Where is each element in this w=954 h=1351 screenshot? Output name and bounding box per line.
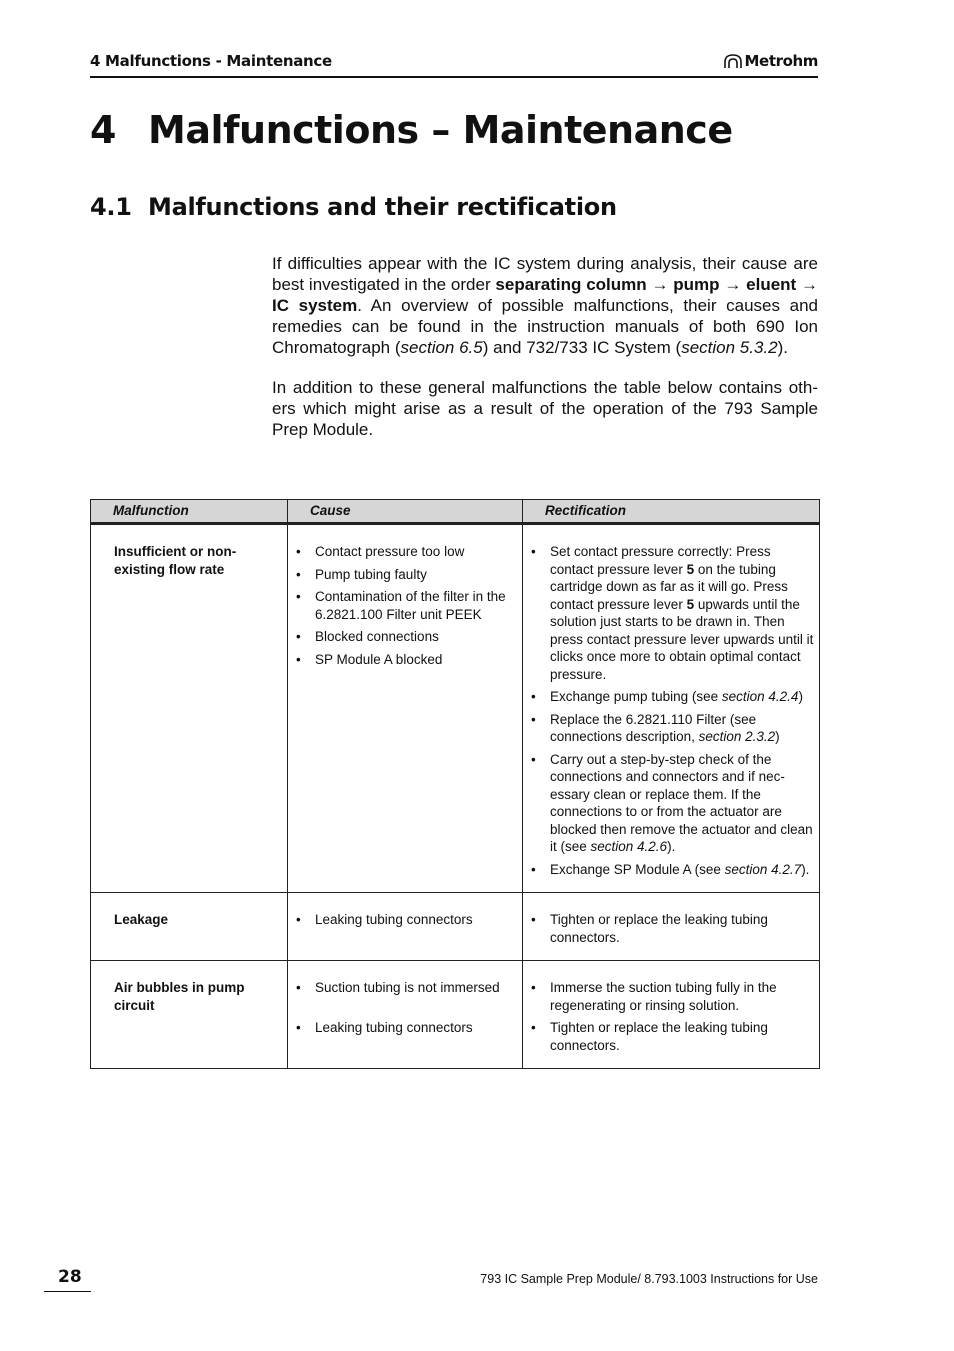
text-run: ) bbox=[798, 689, 803, 704]
intro-paragraph-2: In addition to these general malfunctions the table below contains oth-ers which might arise as a result of the operation of the 793 Sample Prep Module. bbox=[272, 378, 818, 439]
text-run: on the tubing cartridge down as far as it will go. Press contact pressure lever bbox=[550, 561, 788, 612]
text-run: Replace the 6.2821.110 Filter (see connections description, bbox=[550, 711, 757, 744]
section-title bbox=[90, 193, 617, 221]
text-run: ). bbox=[667, 839, 676, 854]
text-run: Contact pressure too low bbox=[315, 544, 465, 559]
cause-item bbox=[296, 979, 518, 997]
text-run: Tighten or replace the leaking tubing connectors. bbox=[550, 912, 768, 945]
chapter-number: 4 bbox=[90, 108, 116, 152]
footer-document-title: 793 IC Sample Prep Module/ 8.793.1003 Instructions for Use bbox=[480, 1272, 818, 1286]
cause-item bbox=[296, 628, 518, 646]
section-reference: section 4.2.4 bbox=[721, 689, 799, 704]
bold-text: IC system bbox=[272, 296, 358, 315]
text-run: upwards until the solution just starts to be drawn in. Then press contact pressure lever upwards until it clicks once more to obtain optimal contact pressure. bbox=[550, 596, 814, 682]
text-run: Leaking tubing connectors bbox=[315, 1019, 473, 1035]
bold-text: 5 bbox=[686, 561, 695, 577]
section-reference: section 5.3.2 bbox=[681, 338, 778, 357]
rectification-item bbox=[531, 861, 815, 879]
cause-item bbox=[296, 588, 518, 623]
cause-cell bbox=[288, 524, 523, 893]
footer-rule bbox=[44, 1291, 91, 1292]
section-number: 4.1 bbox=[90, 193, 132, 221]
bold-text: 5 bbox=[686, 596, 695, 612]
text-run: Pump tubing faulty bbox=[315, 566, 427, 582]
cause-item bbox=[296, 543, 518, 561]
malfunction-cell: Air bubbles in pump circuit bbox=[91, 961, 288, 1069]
cause-item bbox=[296, 1019, 518, 1037]
text-run: → bbox=[646, 275, 674, 294]
chapter-title-text: Malfunctions – Maintenance bbox=[148, 108, 733, 152]
metrohm-logo-icon bbox=[723, 53, 743, 69]
table-body bbox=[91, 524, 820, 1069]
text-run: Exchange SP Module A (see bbox=[550, 861, 725, 877]
cause-item bbox=[296, 566, 518, 584]
rectification-cell bbox=[523, 893, 820, 961]
table-header-row bbox=[91, 500, 820, 524]
text-run: ) and 732/733 IC System ( bbox=[482, 338, 682, 357]
text-run: . An overview of possible malfunctions, their causes and remedies can be found in the instruction manuals of both 690 Ion Chromatograph ( bbox=[272, 296, 818, 357]
running-header-section: 4 Malfunctions - Maintenance bbox=[90, 52, 332, 70]
page-number: 28 bbox=[58, 1267, 82, 1287]
rectification-item bbox=[531, 979, 815, 1014]
rectification-cell bbox=[523, 961, 820, 1069]
section-reference: section 4.2.6 bbox=[590, 839, 668, 854]
text-run: Tighten or replace the leaking tubing connectors. bbox=[550, 1020, 768, 1053]
text-run: ) bbox=[775, 729, 780, 744]
rectification-item bbox=[531, 911, 815, 946]
malfunction-cell: Insufficient or non-existing flow rate bbox=[91, 524, 288, 893]
intro-paragraph-1 bbox=[272, 253, 818, 358]
rectification-item bbox=[531, 543, 815, 683]
text-run: → bbox=[796, 275, 819, 294]
text-run: SP Module A blocked bbox=[315, 651, 443, 667]
text-run: Leaking tubing connectors bbox=[315, 912, 473, 927]
cause-item bbox=[296, 651, 518, 669]
bold-text: eluent bbox=[746, 275, 797, 294]
chapter-title bbox=[90, 108, 733, 152]
bold-text: separating column bbox=[495, 275, 647, 294]
text-run: Exchange pump tubing (see bbox=[550, 689, 722, 704]
header-cause: Cause bbox=[288, 500, 523, 524]
header-malfunction: Malfunction bbox=[91, 500, 288, 524]
rectification-item bbox=[531, 751, 815, 856]
text-run: Blocked connections bbox=[315, 629, 439, 644]
text-run: Suction tubing is not immersed bbox=[315, 980, 500, 995]
metrohm-logo bbox=[723, 52, 818, 70]
table-row bbox=[91, 961, 820, 1069]
text-run: → bbox=[719, 275, 747, 294]
text-run: Carry out a step-by-step check of the connections and connectors and if nec-essary clean or replace them. If the connections to or from the actuator are blocked then remove the actuator and clean it (see bbox=[550, 751, 813, 854]
text-run: ). bbox=[777, 338, 788, 357]
cause-item bbox=[296, 911, 518, 929]
cause-cell bbox=[288, 961, 523, 1069]
rectification-cell bbox=[523, 524, 820, 893]
table-row bbox=[91, 893, 820, 961]
malfunction-cell: Leakage bbox=[91, 893, 288, 961]
text-run: Set contact pressure correctly: Press contact pressure lever bbox=[550, 544, 771, 577]
section-reference: section 2.3.2 bbox=[698, 729, 776, 744]
text-run: Contamination of the filter in the 6.2821.100 Filter unit PEEK bbox=[315, 589, 506, 622]
metrohm-logo-text: Metrohm bbox=[744, 52, 818, 70]
cause-cell bbox=[288, 893, 523, 961]
rectification-item bbox=[531, 711, 815, 746]
malfunction-table bbox=[90, 499, 820, 1069]
text-run: If difficulties appear with the IC system during analysis, their cause are best investigated in the order bbox=[272, 254, 818, 294]
running-header bbox=[90, 50, 818, 78]
section-reference: section 4.2.7 bbox=[724, 861, 802, 877]
header-rectification: Rectification bbox=[523, 500, 820, 524]
intro-text bbox=[272, 253, 818, 459]
section-title-text: Malfunctions and their rectification bbox=[148, 193, 617, 221]
rectification-item bbox=[531, 1019, 815, 1054]
text-run: Immerse the suction tubing fully in the regenerating or rinsing solution. bbox=[550, 980, 777, 1013]
table-row bbox=[91, 524, 820, 893]
bold-text: pump bbox=[673, 275, 720, 294]
text-run: ). bbox=[801, 861, 810, 877]
rectification-item bbox=[531, 688, 815, 706]
section-reference: section 6.5 bbox=[400, 338, 483, 357]
